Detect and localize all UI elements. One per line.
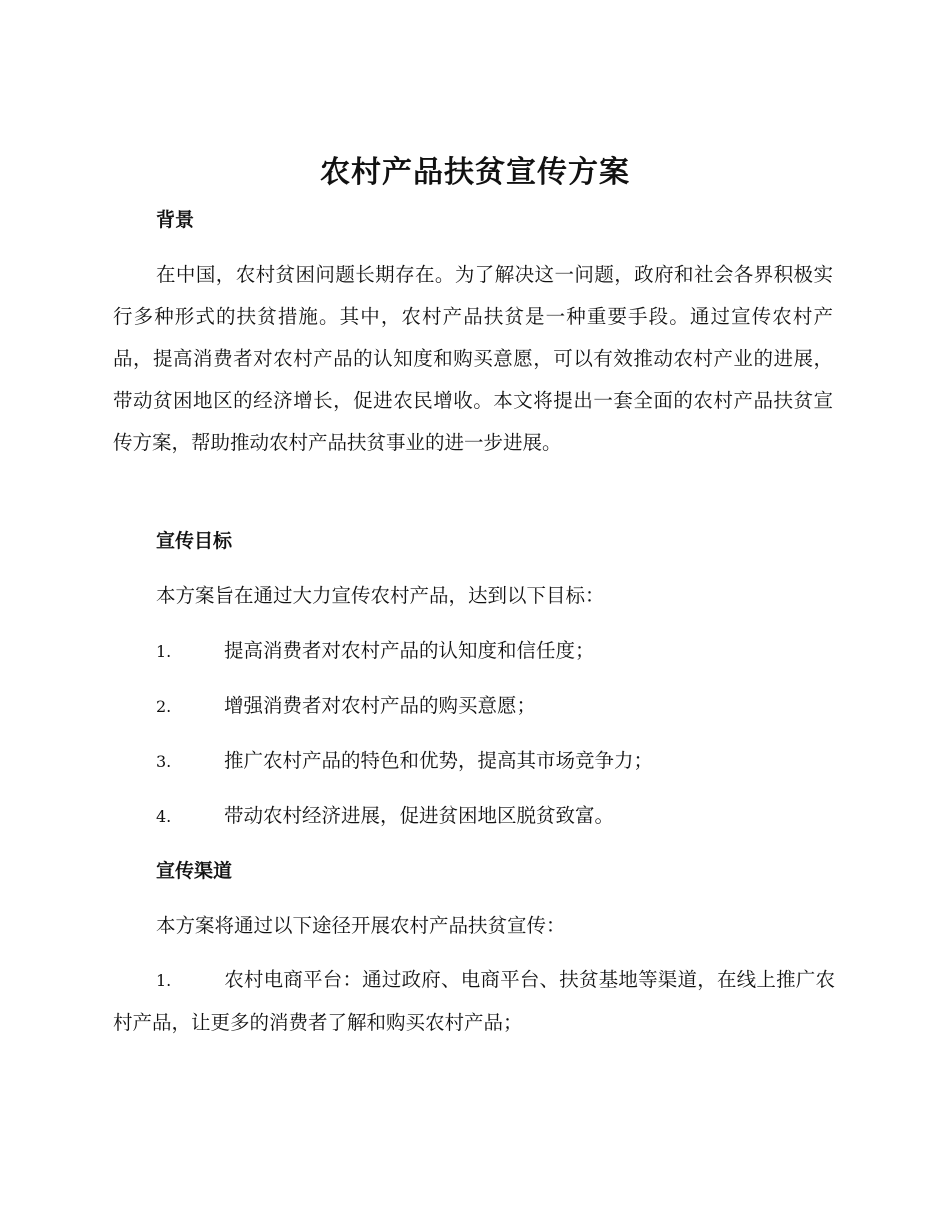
section-heading-background: 背景 [156, 209, 195, 231]
channel-item-number: 1. [156, 971, 172, 990]
goal-item [156, 746, 836, 777]
goal-item-number: 4. [156, 807, 172, 826]
document-title: 农村产品扶贫宣传方案 [320, 155, 630, 190]
goal-item-number: 2. [156, 697, 172, 716]
section-heading-goals: 宣传目标 [156, 530, 233, 552]
goal-item-text: 提高消费者对农村产品的认知度和信任度； [224, 639, 595, 662]
channel-item-text: 农村电商平台：通过政府、电商平台、扶贫基地等渠道，在线上推广农村产品，让更多的消费者了解和购买农村产品； [113, 968, 835, 1034]
background-paragraph: 在中国，农村贫困问题长期存在。为了解决这一问题，政府和社会各界积极实行多种形式的扶贫措施。其中，农村产品扶贫是一种重要手段。通过宣传农村产品，提高消费者对农村产品的认知度和购买意愿，可以有效推动农村产业的进展，带动贫困地区的经济增长，促进农民增收。本文将提出一套全面的农村产品扶贫宣传方案，帮助推动农村产品扶贫事业的进一步进展。 [113, 263, 833, 454]
goal-item [156, 801, 836, 832]
channels-intro: 本方案将通过以下途径开展农村产品扶贫宣传： [156, 914, 566, 937]
goal-item-text: 推广农村产品的特色和优势，提高其市场竞争力； [224, 749, 654, 772]
section-heading-channels: 宣传渠道 [156, 860, 233, 882]
goal-item [156, 636, 836, 667]
goal-item-text: 增强消费者对农村产品的购买意愿； [224, 694, 537, 717]
channel-item [113, 959, 835, 1044]
goal-item [156, 691, 836, 722]
goals-intro: 本方案旨在通过大力宣传农村产品，达到以下目标： [156, 584, 605, 607]
goal-item-number: 3. [156, 752, 172, 771]
goal-item-number: 1. [156, 642, 172, 661]
goal-item-text: 带动农村经济进展，促进贫困地区脱贫致富。 [224, 804, 615, 827]
